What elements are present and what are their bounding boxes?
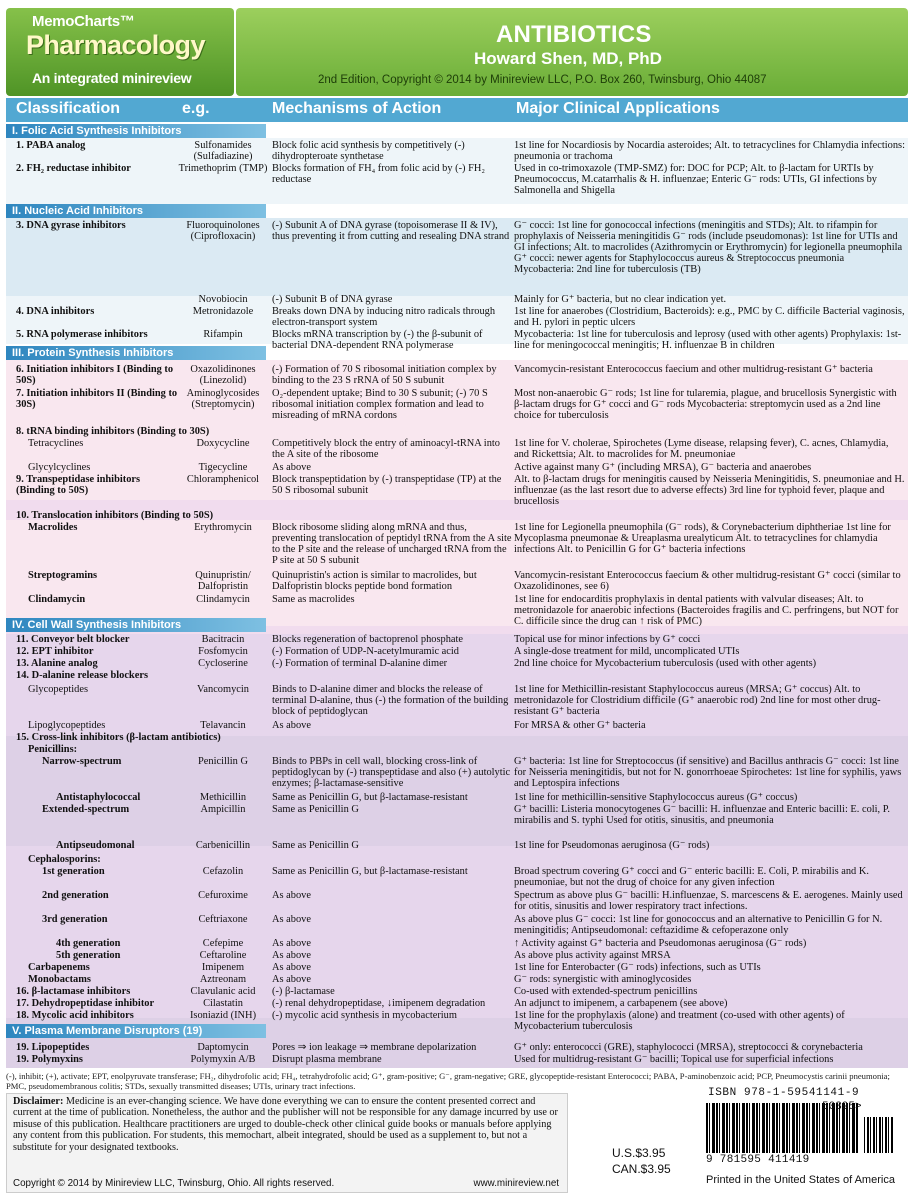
price-can: CAN.$3.95 [612, 1162, 671, 1176]
row-example: Cefazolin [202, 866, 244, 877]
row-class: 6. Initiation inhibitors I (Binding to 50S) [16, 364, 174, 386]
row-class: 19. Polymyxins [16, 1054, 83, 1065]
row-class: 19. Lipopeptides [16, 1042, 90, 1053]
antibiotics-table [6, 98, 908, 1069]
row-clinical: G⁺ bacteria: 1st line for Streptococcus (if sensitive) and Bacillus anthracis G⁻ cocci: 1st line for Neisseria meningitidis, but not for N. gonorrhoeae Spirochetes: 1st line for syphilis, yaws and Leptospira infections [514, 756, 902, 789]
row-example: Metronidazole [192, 306, 254, 317]
row-example: Sulfonamides (Sulfadiazine) [193, 140, 253, 162]
row-mechanism: (-) Subunit B of DNA gyrase [272, 294, 393, 305]
row-mechanism: As above [272, 914, 311, 925]
row-clinical: Topical use for minor infections by G⁺ cocci [514, 634, 701, 645]
row-clinical: ↑ Activity against G⁺ bacteria and Pseudomonas aeruginosa (G⁻ rods) [514, 938, 807, 949]
row-class: Clindamycin [28, 594, 86, 605]
row-example: Daptomycin [197, 1042, 249, 1053]
row-example: Tigecycline [198, 462, 248, 473]
row-mechanism: Binds to D-alanine dimer and blocks the release of terminal D-alanine, thus (-) the formation of the building block of peptidoglycan [272, 684, 509, 717]
column-header [6, 98, 908, 122]
row-class: Glycylcyclines [28, 462, 91, 473]
row-mechanism: Same as Penicillin G [272, 840, 359, 851]
row-example: Isoniazid (INH) [189, 1010, 257, 1021]
row-clinical: G⁺ bacilli: Listeria monocytogenes G⁻ bacilli: H. influenzae and Enteric bacilli: E. coli, P. mirabilis and S. typhi Used for otitis, sinusitis, and pneumonia [514, 804, 890, 826]
row-example: Vancomycin [197, 684, 249, 695]
row-example: Cefepime [202, 938, 244, 949]
row-class: 17. Dehydropeptidase inhibitor [16, 998, 155, 1009]
row-class: Extended-spectrum [42, 804, 130, 815]
row-mechanism: (-) Formation of UDP-N-acetylmuramic acid [272, 646, 459, 657]
row-class: 18. Mycolic acid inhibitors [16, 1010, 134, 1021]
printed-in: Printed in the United States of America [706, 1174, 895, 1186]
col-classification: Classification [16, 100, 121, 117]
section-folic-acid: I. Folic Acid Synthesis Inhibitors [6, 124, 266, 138]
row-class: 15. Cross-link inhibitors (β-lactam antibiotics) [16, 732, 221, 743]
row-example: Methicillin [199, 792, 247, 803]
row-clinical: Alt. to β-lactam drugs for meningitis caused by Neisseria Meningitidis, S. pneumoniae and H. influenzae (as the last resort due to adverse effects) 3rd line for typhoid fever, plaque and brucellosis [514, 474, 905, 507]
edition-line: 2nd Edition, Copyright © 2014 by Minireview LLC, P.O. Box 260, Twinsburg, Ohio 44087 [318, 74, 767, 86]
row-example: Fluoroquinolones (Ciprofloxacin) [186, 220, 260, 242]
row-mechanism: O₂-dependent uptake; Bind to 30 S subunit; (-) 70 S ribosomal initiation complex formation and lead to misreading of mRNA cordons [272, 388, 488, 421]
row-clinical: 1st line for endocarditis prophylaxis in dental patients with valvular diseases; Alt. to metronidazole for anaerobic infections (Bacteroides fragilis and C. perfringens, but NOT for C. difficile since the drug can ↑ risk of PMC) [514, 594, 899, 627]
row-mechanism: Same as Penicillin G, but β-lactamase-resistant [272, 792, 468, 803]
row-mechanism: (-) Subunit A of DNA gyrase (topoisomerase II & IV), thus preventing it from cutting and resealing DNA strand [272, 220, 510, 242]
row-mechanism: Blocks regeneration of bactoprenol phosphate [272, 634, 464, 645]
row-example: Oxazolidinones (Linezolid) [190, 364, 256, 386]
row-example: Doxycycline [196, 438, 250, 449]
row-class: 3. DNA gyrase inhibitors [16, 220, 126, 231]
row-clinical: Active against many G⁺ (including MRSA), G⁻ bacteria and anaerobes [514, 462, 812, 473]
chart-header [6, 8, 908, 96]
row-clinical: Broad spectrum covering G⁺ cocci and G⁻ enteric bacilli: E. Coli, P. mirabilis and K. pneumoniae, but not the drug of choice for any given infection [514, 866, 869, 888]
tagline: An integrated minireview [32, 70, 192, 86]
row-clinical: 1st line for V. cholerae, Spirochetes (Lyme disease, relapsing fever), C. acnes, Chlamydia, and Rickettsia; Alt. to macrolides for M. pneumoniae [514, 438, 889, 460]
row-mechanism: (-) Formation of terminal D-alanine dimer [272, 658, 448, 669]
row-example: Carbenicillin [195, 840, 251, 851]
row-class: Antipseudomonal [56, 840, 135, 851]
row-mechanism: As above [272, 974, 311, 985]
abbreviations: (-), inhibit; (+), activate; EPT, enolpyruvate transferase; FH₂, dihydrofolic acid; FH₄, tetrahydrofolic acid; G⁺, gram-positive; G⁻, gram-negative; GRE, glycopeptide-resistant Enterococci; PABA, P-aminobenzoic acid; PCP, Pneumocystis carinii pneumonia; PMC, pseudomembranous colitis; STDs, sexually transmitted diseases; UTIs, urinary tract infections. [6, 1071, 890, 1091]
row-example: Imipenem [201, 962, 245, 973]
row-example: Bacitracin [201, 634, 245, 645]
row-class: Cephalosporins: [28, 854, 101, 865]
row-example: Ampicillin [200, 804, 246, 815]
row-mechanism: (-) β-lactamase [272, 986, 335, 997]
barcode-addon-icon [864, 1117, 894, 1153]
row-example: Cefuroxime [198, 890, 248, 901]
section-plasma-membrane: V. Plasma Membrane Disruptors (19) [6, 1024, 266, 1038]
row-example: Ceftaroline [199, 950, 247, 961]
row-class: Macrolides [28, 522, 78, 533]
author: Howard Shen, MD, PhD [474, 49, 662, 68]
disclaimer-text: Medicine is an ever-changing science. We have done everything we can to ensure the content presented correct and current at the time of publication. Nonetheless, the author and the publisher will not be responsible for any damage incurred by use or misuse of this publication. Healthcare practitioners are urged to double-check other clinical guide books or manuals before applying any content from this publication. For students, this memochart, albeit integrated, should be used as a supplement to, but not a substitute for your designated textbooks. [13, 1096, 558, 1153]
row-clinical: Most non-anaerobic G⁻ rods; 1st line for tularemia, plague, and brucellosis Synergistic with β-lactam drugs for G⁺ cocci and G⁻ rods Mycobacteria: streptomycin used as a 2nd line choice for tuberculosis [514, 388, 897, 421]
copyright: Copyright © 2014 by Minireview LLC, Twinsburg, Ohio. All rights reserved. [13, 1177, 335, 1189]
section-protein-synthesis: III. Protein Synthesis Inhibitors [6, 346, 266, 360]
row-clinical: Mainly for G⁺ bacteria, but no clear indication yet. [514, 294, 727, 305]
row-mechanism: Binds to PBPs in cell wall, blocking cross-link of peptidoglycan by (-) transpeptidase and also (+) autolytic enzymes; β-lactamase-sensitive [272, 756, 511, 789]
row-mechanism: As above [272, 462, 311, 473]
row-example: Chloramphenicol [186, 474, 260, 485]
row-mechanism: Competitively block the entry of aminoacyl-tRNA into the A site of the ribosome [272, 438, 500, 460]
row-class: 3rd generation [42, 914, 108, 925]
row-clinical: 1st line for Legionella pneumophila (G⁻ rods), & Corynebacterium diphtheriae 1st line for Mycoplasma pneumonae & Ureaplasma urealyticum Alt. to tetracyclines for chlamydia infections Alt. to Penicillin G for G⁺ bacteria infections [514, 522, 891, 555]
row-class: 4. DNA inhibitors [16, 306, 95, 317]
row-mechanism: Same as Penicillin G, but β-lactamase-resistant [272, 866, 468, 877]
row-class: Carbapenems [28, 962, 90, 973]
row-example: Polymyxin A/B [190, 1054, 256, 1065]
row-example: Cycloserine [198, 658, 248, 669]
row-clinical: 1st line for Nocardiosis by Nocardia asteroides; Alt. to tetracyclines for Chlamydia infections: pneumonia or trachoma [514, 140, 905, 162]
website-link[interactable]: www.minireview.net [473, 1177, 559, 1189]
row-class: 9. Transpeptidase inhibitors (Binding to 50S) [16, 474, 141, 496]
page-title: ANTIBIOTICS [496, 21, 652, 48]
row-mechanism: Same as Penicillin G [272, 804, 359, 815]
row-clinical: 1st line for Enterobacter (G⁻ rods) infections, such as UTIs [514, 962, 761, 973]
row-example: Fosfomycin [198, 646, 248, 657]
col-mechanism: Mechanisms of Action [272, 100, 442, 117]
row-clinical: Mycobacteria: 1st line for tuberculosis and leprosy (used with other agents) Prophylaxis: 1st-line for meningococcal meningitis; H. influenzae B in children [514, 329, 902, 351]
row-mechanism: Block ribosome sliding along mRNA and thus, preventing translocation of peptidyl tRNA from the A site to the P site and the release of uncharged tRNA from the P site at 50 S subunit [272, 522, 512, 566]
row-clinical: 1st line for anaerobes (Clostridium, Bacteroids): e.g., PMC by C. difficile Bacterial vaginosis, and H. pylori in peptic ulcers [514, 306, 905, 328]
row-class: Glycopeptides [28, 684, 89, 695]
row-class: 2nd generation [42, 890, 109, 901]
row-class: 11. Conveyor belt blocker [16, 634, 130, 645]
row-mechanism: Same as macrolides [272, 594, 355, 605]
row-class: 5th generation [56, 950, 121, 961]
row-mechanism: Pores ⇒ ion leakage ⇒ membrane depolarization [272, 1042, 477, 1053]
row-mechanism: As above [272, 938, 311, 949]
row-example: Ceftriaxone [198, 914, 248, 925]
series-name: Pharmacology [26, 30, 205, 60]
row-class: 14. D-alanine release blockers [16, 670, 148, 681]
row-clinical: As above plus activity against MRSA [514, 950, 671, 961]
row-class: 1st generation [42, 866, 105, 877]
row-clinical: A single-dose treatment for mild, uncomplicated UTIs [514, 646, 740, 657]
row-example: Trimethoprim (TMP) [178, 163, 268, 174]
row-clinical: Used in co-trimoxazole (TMP-SMZ) for: DOC for PCP; Alt. to β-lactam for URTIs by Pneumococcus, M.catarrhalis & H. influenzae; Enteric G⁻ rods: UTIs, GI infections by Salmonella and Shigella [514, 163, 877, 196]
section-cell-wall: IV. Cell Wall Synthesis Inhibitors [6, 618, 266, 632]
col-eg: e.g. [182, 100, 210, 117]
section-nucleic-acid: II. Nucleic Acid Inhibitors [6, 204, 266, 218]
row-mechanism: Block transpeptidation by (-) transpeptidase (TP) at the 50 S ribosomal subunit [272, 474, 502, 496]
col-clinical: Major Clinical Applications [516, 100, 720, 117]
barcode-number: 9 781595 411419 [706, 1154, 810, 1166]
row-class: Lipoglycopeptides [28, 720, 106, 731]
disclaimer-box [6, 1093, 568, 1193]
row-clinical: G⁻ cocci: 1st line for gonococcal infections (meningitis and STDs); Alt. to rifampin for prophylaxis of Neisseria meningitidis G⁻ rods (include pseudomonas): 1st line for UTIs and GI infections; Alt. to macrolides (Azithromycin or Erythromycin) for legionella pneumophila G⁺ cocci: newer agents for Staphylococcus aureus & Streptococcus pneumonia Mycobacteria: 2nd line for tuberculosis (TB) [514, 220, 903, 275]
barcode-addon-number: 50395> [822, 1101, 862, 1113]
row-class: 1. PABA analog [16, 140, 86, 151]
row-clinical: Co-used with extended-spectrum penicillins [514, 986, 698, 997]
title-box [236, 8, 908, 96]
row-mechanism: As above [272, 720, 311, 731]
row-clinical: 1st line for methicillin-sensitive Staphylococcus aureus (G⁺ coccus) [514, 792, 798, 803]
brand-name: MemoCharts™ [32, 13, 135, 30]
row-clinical: Vancomycin-resistant Enterococcus faecium & other multidrug-resistant G⁺ cocci (similar to Oxazolidinones, see 6) [514, 570, 901, 592]
row-mechanism: Block folic acid synthesis by competitively (-) dihydropteroate synthetase [272, 140, 465, 162]
price-us: U.S.$3.95 [612, 1146, 666, 1160]
row-example: Novobiocin [198, 294, 248, 305]
row-example: Clavulanic acid [190, 986, 256, 997]
row-example: Rifampin [203, 329, 243, 340]
row-example: Telavancin [200, 720, 246, 731]
row-example: Aztreonam [199, 974, 247, 985]
row-mechanism: Disrupt plasma membrane [272, 1054, 382, 1065]
row-clinical: 1st line for the prophylaxis (alone) and treatment (co-used with other agents) of Mycobacterium tuberculosis [514, 1010, 845, 1032]
row-class: 2. FH₂ reductase inhibitor [16, 163, 131, 174]
row-clinical: 2nd line choice for Mycobacterium tuberculosis (used with other agents) [514, 658, 817, 669]
row-class: 12. EPT inhibitor [16, 646, 94, 657]
row-example: Cilastatin [203, 998, 243, 1009]
row-class: Tetracyclines [28, 438, 84, 449]
row-clinical: Used for multidrug-resistant G⁻ bacilli; Topical use for superficial infections [514, 1054, 834, 1065]
row-clinical: G⁻ rods: synergistic with aminoglycosides [514, 974, 692, 985]
row-clinical: G⁺ only: enterococci (GRE), staphylococci (MRSA), streptococci & corynebacteria [514, 1042, 863, 1053]
row-mechanism: Quinupristin's action is similar to macrolides, but Dalfopristin blocks peptide bond formation [272, 570, 477, 592]
row-mechanism: Breaks down DNA by inducing nitro radicals through electron-transport system [272, 306, 496, 328]
row-clinical: 1st line for Pseudomonas aeruginosa (G⁻ rods) [514, 840, 710, 851]
row-clinical: Vancomycin-resistant Enterococcus faecium and other multidrug-resistant G⁺ bacteria [514, 364, 873, 375]
row-mechanism: As above [272, 962, 311, 973]
row-example: Clindamycin [196, 594, 250, 605]
row-mechanism: As above [272, 950, 311, 961]
row-class: 13. Alanine analog [16, 658, 98, 669]
row-mechanism: As above [272, 890, 311, 901]
row-mechanism: (-) mycolic acid synthesis in mycobacterium [272, 1010, 457, 1021]
row-class: 10. Translocation inhibitors (Binding to 50S) [16, 510, 214, 521]
price-block [612, 1145, 671, 1177]
row-clinical: As above plus G⁻ cocci: 1st line for gonococcus and an alternative to Penicillin G for N. meningitidis; Antipseudomonal: ceftazidime & cefoperazone only [514, 914, 883, 936]
row-class: 7. Initiation inhibitors II (Binding to 30S) [16, 388, 178, 410]
row-mechanism: (-) Formation of 70 S ribosomal initiation complex by binding to the 23 S rRNA of 50 S subunit [272, 364, 497, 386]
row-clinical: Spectrum as above plus G⁻ bacilli: H.influenzae, S. marcescens & E. aerogenes. Mainly used for otitis, sinusitis and lower respiratory tract infections. [514, 890, 903, 912]
row-example: Penicillin G [198, 756, 248, 767]
row-example: Aminoglycosides (Streptomycin) [186, 388, 260, 410]
row-clinical: For MRSA & other G⁺ bacteria [514, 720, 646, 731]
row-clinical: 1st line for Methicillin-resistant Staphylococcus aureus (MRSA; G⁺ coccus) Alt. to metronidazole for Clostridium difficile (G⁺ anaerobic rod) 2nd line for most other drug-resistant G⁺ bacteria [514, 684, 881, 717]
row-example: Quinupristin/ Dalfopristin [195, 570, 251, 592]
row-mechanism: Blocks formation of FH₄ from folic acid by (-) FH₂ reductase [272, 163, 485, 185]
row-mechanism: Blocks mRNA transcription by (-) the β-subunit of bacterial DNA-dependent RNA polymerase [272, 329, 483, 351]
row-class: Monobactams [28, 974, 91, 985]
row-class: 16. β-lactamase inhibitors [16, 986, 131, 997]
row-class: Streptogramins [28, 570, 98, 581]
isbn: ISBN 978-1-59541141-9 [708, 1087, 860, 1099]
row-class: 5. RNA polymerase inhibitors [16, 329, 148, 340]
row-class: Narrow-spectrum [42, 756, 122, 767]
row-class: Penicillins: [28, 744, 78, 755]
row-class: 8. tRNA binding inhibitors (Binding to 30S) [16, 426, 210, 437]
disclaimer-label: Disclaimer: [13, 1096, 64, 1107]
row-example: Erythromycin [194, 522, 252, 533]
row-mechanism: (-) renal dehydropeptidase, ↓imipenem degradation [272, 998, 486, 1009]
row-class: Antistaphylococcal [56, 792, 141, 803]
memocharts-logo [6, 8, 234, 96]
row-class: 4th generation [56, 938, 121, 949]
row-clinical: An adjunct to imipenem, a carbapenem (see above) [514, 998, 728, 1009]
